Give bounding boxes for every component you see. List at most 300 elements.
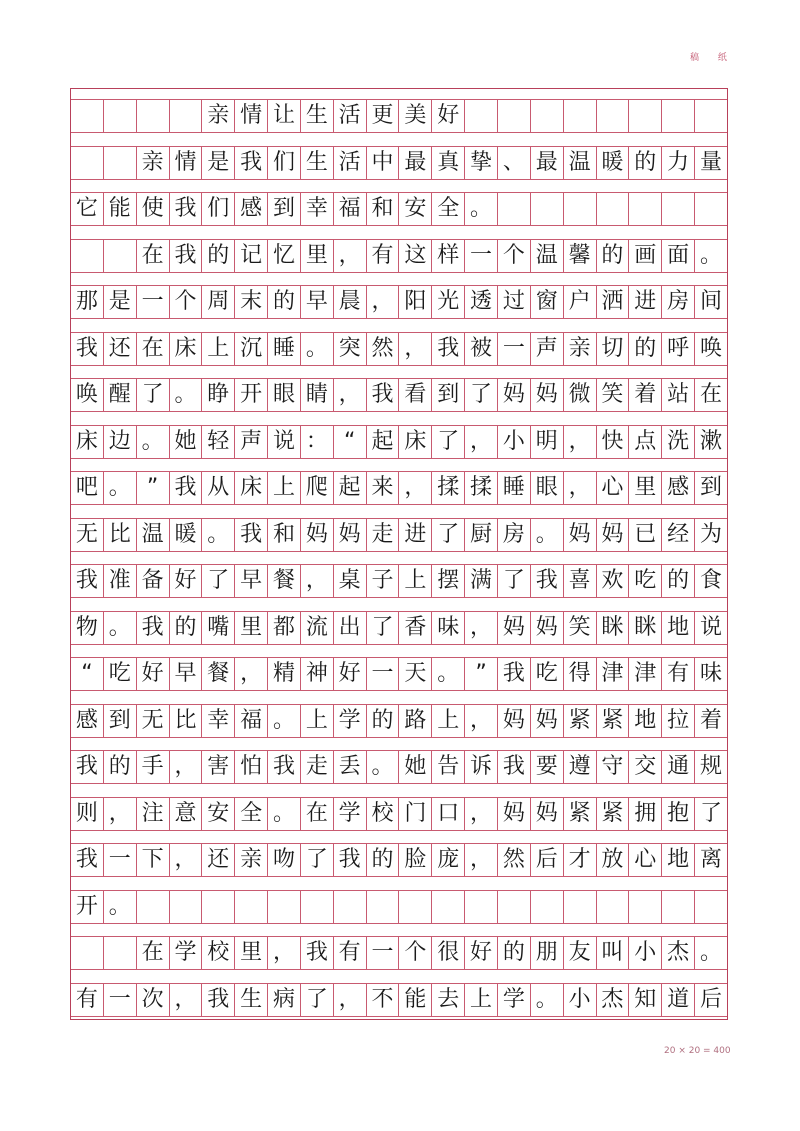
grid-cell: 还	[202, 844, 235, 876]
grid-cell: ，	[367, 286, 400, 318]
grid-cell: 着	[699, 707, 722, 733]
grid-cell: ，	[399, 333, 432, 365]
grid-cell: 还	[104, 333, 137, 365]
grid-cell: 的	[597, 240, 630, 272]
grid-cell: 有	[71, 984, 104, 1016]
grid-cell: 神	[301, 658, 334, 690]
grid-cell: 我	[268, 751, 301, 783]
grid-cell: 交	[629, 751, 662, 783]
grid-cell: 在	[699, 382, 722, 407]
grid-cell: 安	[399, 193, 432, 225]
grid-cell: 温	[137, 519, 170, 551]
grid-cell: 爬	[301, 472, 334, 504]
grid-cell: 。	[104, 472, 137, 504]
grid-cell: 门	[399, 798, 432, 830]
grid-cell: 面	[662, 240, 695, 272]
grid-cell	[564, 193, 597, 225]
grid-cell: 呼	[662, 333, 695, 365]
grid-row	[71, 564, 727, 598]
grid-cell: 。	[367, 751, 400, 783]
grid-cell: ，	[334, 240, 367, 272]
grid-row	[71, 99, 727, 133]
grid-cell: 感	[235, 193, 268, 225]
grid-cell: 睁	[202, 379, 235, 411]
grid-cell: 杰	[662, 937, 695, 969]
grid-cell: 到	[699, 475, 722, 500]
grid-cell: 满	[465, 565, 498, 597]
grid-cell: 味	[432, 612, 465, 644]
grid-cell: 。	[531, 519, 564, 551]
grid-cell: 喜	[564, 565, 597, 597]
grid-cell: 感	[71, 705, 104, 737]
grid-cell: 不	[367, 984, 400, 1016]
grid-cell: 温	[564, 147, 597, 179]
grid-cell: 床	[399, 426, 432, 458]
grid-cell: 食	[699, 568, 722, 593]
grid-cell: 妈	[531, 798, 564, 830]
grid-cell	[71, 147, 104, 179]
grid-cell: ，	[465, 426, 498, 458]
grid-cell: 丢	[334, 751, 367, 783]
grid-cell: 透	[465, 286, 498, 318]
grid-cell: 说	[699, 614, 722, 640]
grid-cell: 在	[137, 240, 170, 272]
grid-cell: 注	[137, 798, 170, 830]
grid-cell: 里	[629, 472, 662, 504]
grid-cell: 着	[629, 379, 662, 411]
grid-row	[71, 378, 727, 412]
grid-cell: 好	[170, 565, 203, 597]
grid-cell: 生	[301, 147, 334, 179]
grid-cell: 户	[564, 286, 597, 318]
grid-cell: 流	[301, 612, 334, 644]
grid-cell	[531, 100, 564, 132]
grid-cell	[597, 193, 630, 225]
grid-cell: 好	[465, 937, 498, 969]
grid-cell	[432, 891, 465, 923]
paper-header-label: 稿 纸	[690, 53, 735, 63]
grid-cell: 朋	[531, 937, 564, 969]
grid-cell	[301, 891, 334, 923]
grid-cell: 我	[71, 751, 104, 783]
grid-cell	[597, 100, 630, 132]
grid-cell: 。	[104, 612, 137, 644]
grid-cell: 一	[104, 844, 137, 876]
grid-cell: 开	[71, 891, 104, 923]
grid-cell: 香	[399, 612, 432, 644]
grid-cell: 快	[597, 426, 630, 458]
grid-cell: 下	[137, 844, 170, 876]
grid-cell: 揉	[432, 472, 465, 504]
grid-row	[71, 471, 727, 505]
grid-cell: 力	[662, 147, 695, 179]
grid-cell: 能	[399, 984, 432, 1016]
grid-cell: 睡	[498, 472, 531, 504]
grid-cell: 。	[531, 984, 564, 1016]
grid-cell: 道	[662, 984, 695, 1016]
grid-cell: 知	[629, 984, 662, 1016]
grid-cell: 吃	[629, 565, 662, 597]
grid-cell: 。	[301, 333, 334, 365]
grid-cell: 她	[170, 426, 203, 458]
grid-cell: 的	[367, 844, 400, 876]
grid-cell: ，	[170, 844, 203, 876]
grid-row	[71, 192, 727, 226]
grid-cell: 津	[597, 658, 630, 690]
grid-cell: 上	[268, 472, 301, 504]
grid-cell: ，	[465, 798, 498, 830]
grid-cell: 我	[170, 193, 203, 225]
grid-cell: 个	[170, 286, 203, 318]
grid-cell: 则	[71, 798, 104, 830]
grid-cell	[71, 240, 104, 272]
grid-cell	[695, 100, 727, 132]
grid-cell: 了	[301, 984, 334, 1016]
grid-row	[71, 611, 727, 645]
grid-cell: 们	[202, 193, 235, 225]
grid-cell: 厨	[465, 519, 498, 551]
grid-cell: 在	[137, 333, 170, 365]
grid-cell	[202, 891, 235, 923]
grid-cell: 突	[334, 333, 367, 365]
grid-cell	[137, 100, 170, 132]
grid-cell	[104, 147, 137, 179]
grid-cell: 无	[137, 705, 170, 737]
grid-cell: 是	[202, 147, 235, 179]
grid-cell: 我	[235, 147, 268, 179]
grid-cell: 暖	[170, 519, 203, 551]
grid-cell	[399, 891, 432, 923]
grid-cell: 到	[432, 379, 465, 411]
grid-cell: 津	[629, 658, 662, 690]
grid-cell: 路	[399, 705, 432, 737]
grid-cell: ：	[301, 426, 334, 458]
grid-cell: 沉	[235, 333, 268, 365]
grid-cell: 的	[268, 286, 301, 318]
grid-cell: ，	[268, 937, 301, 969]
grid-cell	[170, 100, 203, 132]
grid-cell	[564, 891, 597, 923]
grid-cell: 有	[662, 658, 695, 690]
grid-cell: 切	[597, 333, 630, 365]
grid-cell: 。	[432, 658, 465, 690]
grid-cell: 真	[432, 147, 465, 179]
grid-cell: 让	[268, 100, 301, 132]
grid-cell: 上	[432, 705, 465, 737]
grid-cell	[71, 937, 104, 969]
grid-cell: 得	[564, 658, 597, 690]
grid-cell	[367, 891, 400, 923]
grid-cell	[104, 100, 137, 132]
grid-cell: 是	[104, 286, 137, 318]
grid-cell: 意	[170, 798, 203, 830]
grid-cell: 和	[367, 193, 400, 225]
grid-cell: 出	[334, 612, 367, 644]
grid-cell: 更	[367, 100, 400, 132]
grid-cell: 离	[699, 847, 722, 872]
grid-cell: 妈	[498, 612, 531, 644]
grid-cell	[629, 891, 662, 923]
grid-cell: 漱	[699, 428, 722, 454]
grid-cell: 桌	[334, 565, 367, 597]
grid-cell: 脸	[399, 844, 432, 876]
grid-cell: 病	[268, 984, 301, 1016]
grid-cell: 校	[367, 798, 400, 830]
grid-cell: 全	[432, 193, 465, 225]
grid-cell: 友	[564, 937, 597, 969]
grid-cell: 。	[268, 705, 301, 737]
grid-cell: 吻	[268, 844, 301, 876]
grid-cell: 地	[662, 612, 695, 644]
grid-cell: 眼	[268, 379, 301, 411]
grid-cell: 眼	[531, 472, 564, 504]
grid-cell: 为	[699, 521, 722, 547]
grid-cell: 的	[367, 705, 400, 737]
grid-cell: 。	[104, 891, 137, 923]
grid-cell: 了	[137, 379, 170, 411]
grid-cell: 亲	[235, 844, 268, 876]
grid-cell: 害	[202, 751, 235, 783]
grid-cell: ”	[137, 472, 170, 504]
grid-cell: 餐	[202, 658, 235, 690]
grid-cell: 通	[662, 751, 695, 783]
grid-cell: 庞	[432, 844, 465, 876]
grid-cell: 紧	[597, 705, 630, 737]
grid-cell: 规	[699, 754, 722, 779]
grid-row	[71, 425, 727, 459]
grid-cell: 的	[662, 565, 695, 597]
grid-cell: 声	[531, 333, 564, 365]
grid-cell: 吧	[71, 472, 104, 504]
grid-cell: 眯	[629, 612, 662, 644]
grid-cell: 我	[137, 612, 170, 644]
grid-cell	[629, 193, 662, 225]
grid-cell: 幸	[202, 705, 235, 737]
grid-row	[71, 657, 727, 691]
grid-cell: ，	[564, 472, 597, 504]
grid-cell: 最	[531, 147, 564, 179]
grid-cell: 子	[367, 565, 400, 597]
grid-row	[71, 285, 727, 319]
grid-cell: 睛	[301, 379, 334, 411]
grid-cell: 。	[465, 193, 498, 225]
grid-cell: 走	[301, 751, 334, 783]
grid-cell: 后	[531, 844, 564, 876]
grid-cell: 床	[170, 333, 203, 365]
grid-cell: ，	[334, 379, 367, 411]
grid-cell: 一	[367, 658, 400, 690]
grid-cell: 了	[367, 612, 400, 644]
grid-cell: 我	[170, 240, 203, 272]
grid-cell	[498, 891, 531, 923]
grid-cell: 有	[334, 937, 367, 969]
grid-cell: 叫	[597, 937, 630, 969]
grid-cell	[235, 891, 268, 923]
grid-cell: 光	[432, 286, 465, 318]
grid-cell: 了	[498, 565, 531, 597]
grid-cell: 起	[334, 472, 367, 504]
grid-cell: 我	[367, 379, 400, 411]
grid-row	[71, 843, 727, 877]
grid-cell: 的	[629, 333, 662, 365]
grid-cell: 我	[498, 751, 531, 783]
grid-cell: 手	[137, 751, 170, 783]
grid-cell: 暖	[597, 147, 630, 179]
grid-cell: 已	[629, 519, 662, 551]
grid-cell: 的	[629, 147, 662, 179]
grid-cell: 唤	[699, 335, 722, 361]
grid-cell: 遵	[564, 751, 597, 783]
grid-cell: ，	[301, 565, 334, 597]
grid-cell: 口	[432, 798, 465, 830]
grid-cell: 吃	[104, 658, 137, 690]
grid-cell: 活	[334, 100, 367, 132]
grid-cell: 挚	[465, 147, 498, 179]
grid-cell: 的	[498, 937, 531, 969]
grid-cell: 里	[235, 612, 268, 644]
grid-cell: 好	[137, 658, 170, 690]
grid-cell: 进	[399, 519, 432, 551]
grid-cell: 诉	[465, 751, 498, 783]
grid-row	[71, 704, 727, 738]
grid-cell: 好	[334, 658, 367, 690]
grid-cell: 告	[432, 751, 465, 783]
grid-cell: 情	[235, 100, 268, 132]
grid-row	[71, 146, 727, 180]
grid-cell: 我	[170, 472, 203, 504]
grid-cell: 。	[170, 379, 203, 411]
grid-cell: 和	[268, 519, 301, 551]
grid-cell: 一	[367, 937, 400, 969]
grid-cell: 抱	[662, 798, 695, 830]
grid-cell: 开	[235, 379, 268, 411]
grid-cell: 拥	[629, 798, 662, 830]
grid-cell: 轻	[202, 426, 235, 458]
grid-cell	[695, 193, 727, 225]
grid-cell: 房	[498, 519, 531, 551]
grid-cell: 在	[301, 798, 334, 830]
grid-cell: 物	[71, 612, 104, 644]
grid-cell: 笑	[597, 379, 630, 411]
grid-cell: 早	[301, 286, 334, 318]
grid-cell: 上	[399, 565, 432, 597]
grid-cell: 上	[202, 333, 235, 365]
grid-cell: 使	[137, 193, 170, 225]
grid-cell: 幸	[301, 193, 334, 225]
grid-cell: 心	[629, 844, 662, 876]
grid-cell: 妈	[564, 519, 597, 551]
grid-cell: 忆	[268, 240, 301, 272]
grid-cell: 从	[202, 472, 235, 504]
grid-cell: 有	[367, 240, 400, 272]
grid-cell: 我	[71, 565, 104, 597]
grid-cell: 里	[235, 937, 268, 969]
grid-cell	[137, 891, 170, 923]
grid-cell	[662, 891, 695, 923]
grid-cell: 上	[301, 705, 334, 737]
grid-cell: 无	[71, 519, 104, 551]
grid-cell: 亲	[137, 147, 170, 179]
grid-cell: 了	[432, 426, 465, 458]
grid-cell: 很	[432, 937, 465, 969]
grid-cell	[498, 193, 531, 225]
grid-cell: 摆	[432, 565, 465, 597]
grid-cell: 天	[399, 658, 432, 690]
grid-cell: 学	[498, 984, 531, 1016]
grid-cell: 揉	[465, 472, 498, 504]
grid-cell: 才	[564, 844, 597, 876]
grid-cell	[71, 100, 104, 132]
grid-cell: ，	[399, 472, 432, 504]
grid-cell: 妈	[531, 612, 564, 644]
grid-cell: 我	[202, 984, 235, 1016]
grid-cell: 学	[334, 705, 367, 737]
grid-cell: 放	[597, 844, 630, 876]
grid-cell	[465, 100, 498, 132]
grid-cell: 怕	[235, 751, 268, 783]
grid-cell: 的	[202, 240, 235, 272]
grid-cell: 来	[367, 472, 400, 504]
grid-cell: 紧	[597, 798, 630, 830]
grid-cell: 阳	[399, 286, 432, 318]
grid-cell: 、	[498, 147, 531, 179]
grid-cell: 活	[334, 147, 367, 179]
grid-cell	[104, 240, 137, 272]
grid-cell: 我	[498, 658, 531, 690]
grid-cell: 间	[699, 289, 722, 314]
grid-cell: 那	[71, 286, 104, 318]
grid-cell: 心	[597, 472, 630, 504]
grid-cell: 温	[531, 240, 564, 272]
grid-cell: 在	[137, 937, 170, 969]
grid-cell: 安	[202, 798, 235, 830]
grid-cell: 拉	[662, 705, 695, 737]
grid-cell: 记	[235, 240, 268, 272]
grid-cell: 妈	[498, 705, 531, 737]
grid-cell: 了	[699, 800, 722, 826]
grid-cell: 妈	[498, 798, 531, 830]
grid-cell: 一	[465, 240, 498, 272]
grid-cell: 晨	[334, 286, 367, 318]
grid-cell: 校	[202, 937, 235, 969]
grid-cell: 准	[104, 565, 137, 597]
grid-cell: 到	[268, 193, 301, 225]
grid-cell: 。	[699, 940, 722, 965]
grid-cell: 醒	[104, 379, 137, 411]
grid-cell: 全	[235, 798, 268, 830]
grid-cell	[498, 100, 531, 132]
grid-cell: 微	[564, 379, 597, 411]
grid-cell: 后	[699, 986, 722, 1012]
grid-cell: 比	[170, 705, 203, 737]
grid-cell: 。	[202, 519, 235, 551]
grid-cell: 生	[301, 100, 334, 132]
grid-cell: 比	[104, 519, 137, 551]
grid-cell	[268, 891, 301, 923]
grid-cell: 了	[465, 379, 498, 411]
grid-cell: 周	[202, 286, 235, 318]
grid-cell: ，	[235, 658, 268, 690]
grid-cell: ，	[465, 705, 498, 737]
grid-cell: 去	[432, 984, 465, 1016]
grid-cell: ，	[465, 844, 498, 876]
grid-cell: 起	[367, 426, 400, 458]
grid-row	[71, 983, 727, 1017]
grid-cell: 餐	[268, 565, 301, 597]
grid-cell	[465, 891, 498, 923]
grid-cell: 妈	[597, 519, 630, 551]
grid-cell: 福	[235, 705, 268, 737]
